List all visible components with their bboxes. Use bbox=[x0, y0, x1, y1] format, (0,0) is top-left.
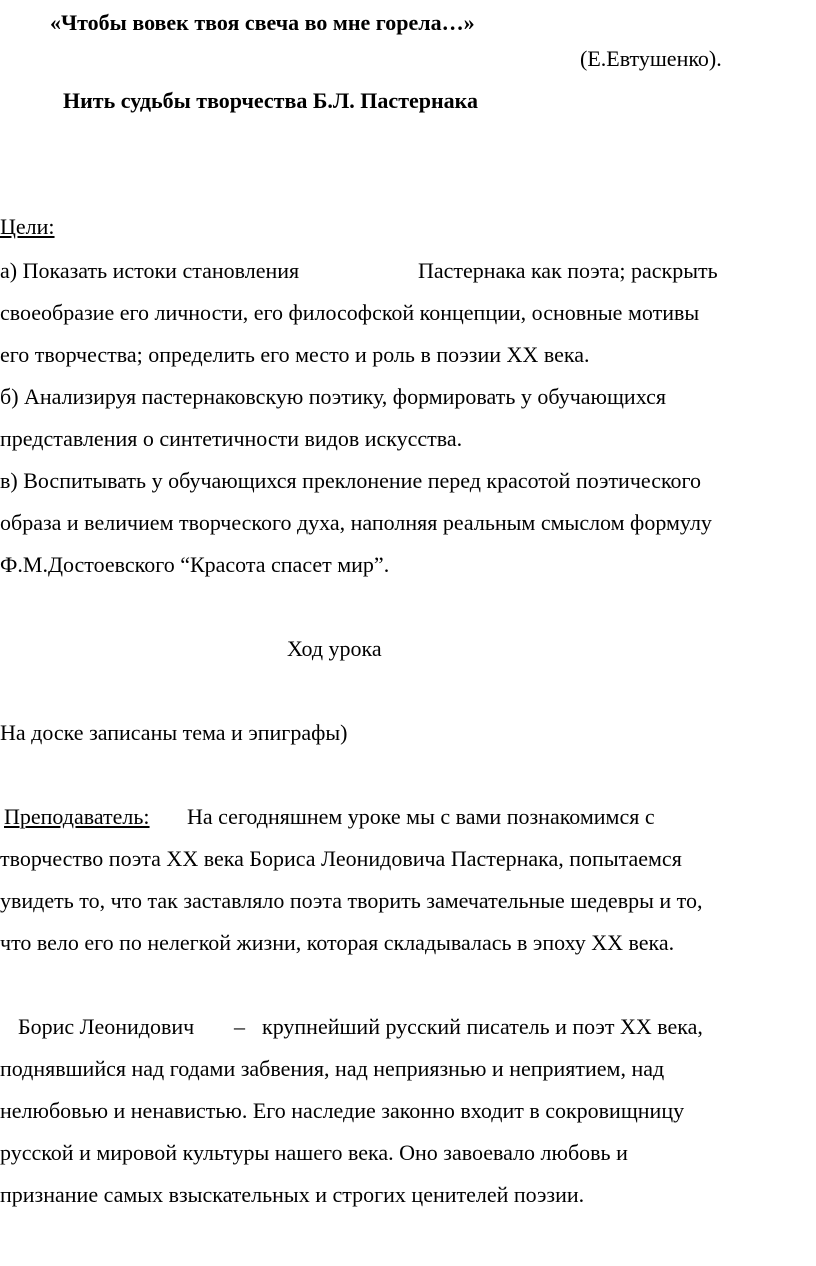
teacher-line2: творчество поэта XX века Бориса Леонидовича Пастернака, попытаемся bbox=[0, 846, 682, 871]
goal-b-line1: б) Анализируя пастернаковскую поэтику, формировать у обучающихся bbox=[0, 384, 666, 409]
epigraph-quote: «Чтобы вовек твоя свеча во мне горела…» bbox=[50, 10, 475, 35]
paragraph2-line3: нелюбовью и ненавистью. Его наследие законно входит в сокровищницу bbox=[0, 1098, 685, 1123]
document-title: Нить судьбы творчества Б.Л. Пастернака bbox=[63, 88, 479, 113]
paragraph2-line5: признание самых взыскательных и строгих ценителей поэзии. bbox=[0, 1182, 585, 1207]
goal-c-line2: образа и величием творческого духа, наполняя реальным смыслом формулу bbox=[0, 510, 712, 535]
teacher-line4: что вело его по нелегкой жизни, которая складывалась в эпоху XX века. bbox=[0, 930, 675, 955]
paragraph2-dash: – bbox=[234, 1014, 245, 1039]
paragraph2-name: Борис Леонидович bbox=[18, 1014, 195, 1039]
paragraph2-line1: крупнейший русский писатель и поэт XX века, bbox=[262, 1014, 703, 1039]
goal-b-line2: представления о синтетичности видов искусства. bbox=[0, 426, 463, 451]
goal-c-line1: в) Воспитывать у обучающихся преклонение перед красотой поэтического bbox=[0, 468, 702, 493]
goal-a-line3: его творчества; определить его место и роль в поэзии XX века. bbox=[0, 342, 590, 367]
goal-a-part1: а) Показать истоки становления bbox=[0, 258, 300, 283]
teacher-line1: На сегодняшнем уроке мы с вами познакомимся с bbox=[187, 804, 655, 829]
goals-heading: Цели: bbox=[0, 214, 55, 239]
goal-a-line2: своеобразие его личности, его философской концепции, основные мотивы bbox=[0, 300, 700, 325]
lesson-heading: Ход урока bbox=[287, 636, 382, 661]
paragraph2-line2: поднявшийся над годами забвения, над неприязнью и неприятием, над bbox=[0, 1056, 665, 1081]
goal-a-part2: Пастернака как поэта; раскрыть bbox=[418, 258, 718, 283]
goal-c-line3: Ф.М.Достоевского “Красота спасет мир”. bbox=[0, 552, 390, 577]
teacher-line3: увидеть то, что так заставляло поэта творить замечательные шедевры и то, bbox=[0, 888, 703, 913]
board-note: На доске записаны тема и эпиграфы) bbox=[0, 720, 348, 745]
paragraph2-line4: русской и мировой культуры нашего века. Оно завоевало любовь и bbox=[0, 1140, 628, 1165]
teacher-label: Преподаватель: bbox=[4, 804, 150, 829]
epigraph-author: (Е.Евтушенко). bbox=[580, 46, 722, 71]
